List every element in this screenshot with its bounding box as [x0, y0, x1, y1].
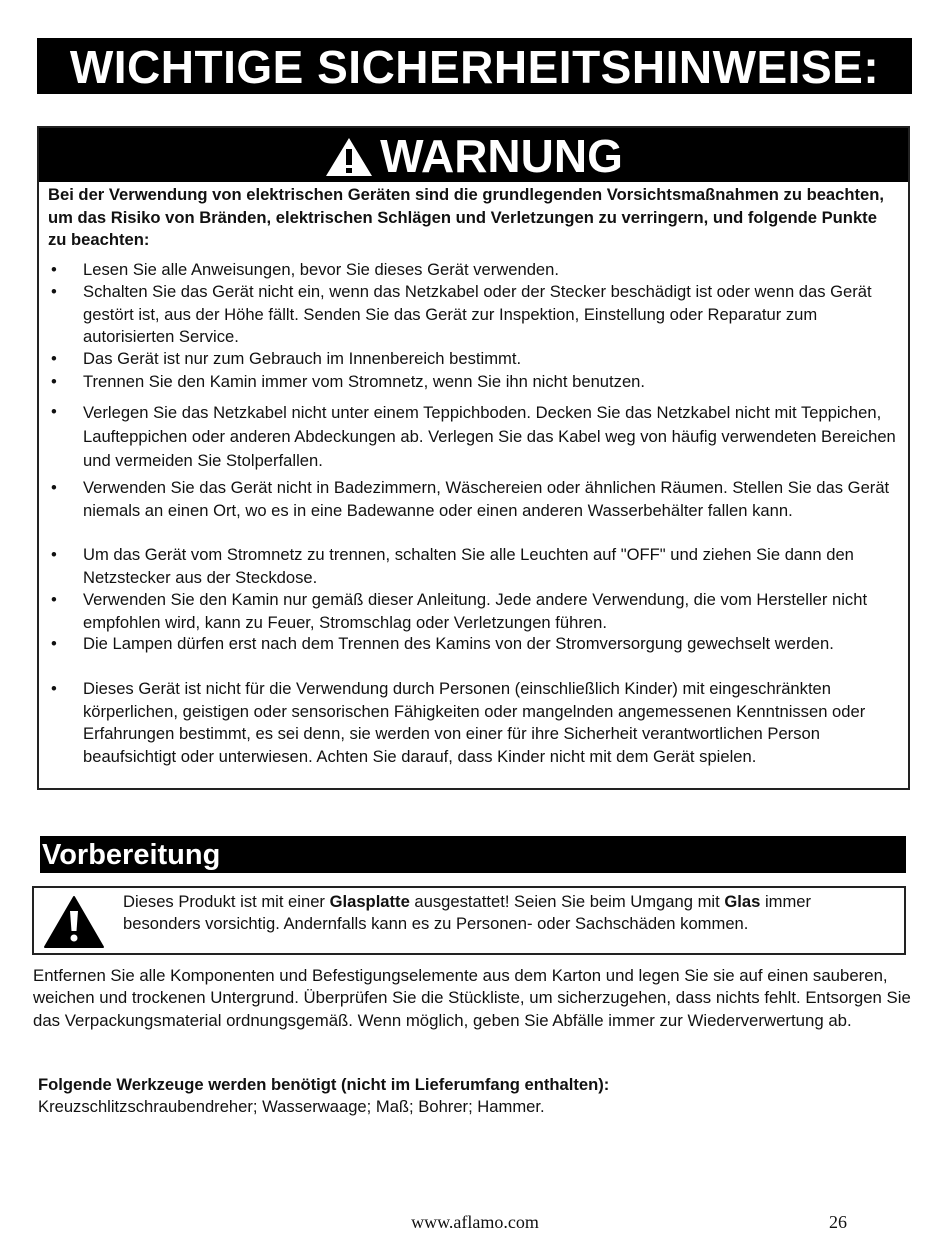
- list-item-text: Verwenden Sie das Gerät nicht in Badezimmern, Wäschereien oder ähnlichen Räumen. Stellen Sie das Gerät niemals an einen Ort, wo es in eine Badewanne oder einen anderen Wasserbehälter fallen kann.: [83, 478, 890, 520]
- note-text-part: ausgestattet! Seien Sie beim Umgang mit: [409, 892, 725, 911]
- note-text-part: immer besonders vorsichtig. Andernfalls kann es zu Personen- oder Sachschäden kommen.: [123, 892, 812, 933]
- warning-list: [39, 128, 908, 788]
- list-item-text: Verlegen Sie das Netzkabel nicht unter einem Teppichboden. Decken Sie das Netzkabel nicht mit Teppichen, Laufteppichen oder anderen Abdeckungen ab. Verlegen Sie das Kabel weg von häufig verwendeten Bereichen und vermeiden Sie Stolperfallen.: [83, 403, 896, 470]
- list-item-text: Die Lampen dürfen erst nach dem Trennen des Kamins von der Stromversorgung gewechselt werden.: [83, 634, 834, 653]
- page-number: 26: [829, 1212, 847, 1232]
- list-item-text: Dieses Gerät ist nicht für die Verwendung durch Personen (einschließlich Kinder) mit eingeschränkten körperlichen, geistigen oder sensorischen Fähigkeiten oder mangelnden angemessenen Kenntnissen oder Erfahrungen bestimmt, es sei denn, sie werden von einer für ihre Sicherheit verantwortlichen Person beaufsichtigt oder unterwiesen. Achten Sie darauf, dass Kinder nicht mit dem Gerät spielen.: [83, 679, 866, 766]
- bullet-icon: •: [51, 634, 57, 653]
- bullet-icon: •: [51, 590, 57, 609]
- warning-intro: Bei der Verwendung von elektrischen Geräten sind die grundlegenden Vorsichtsmaßnahmen zu beachten, um das Risiko von Bränden, elektrischen Schlägen und Verletzungen zu verringern, und folgende Punkte zu beachten:: [48, 185, 885, 249]
- note-bold-glas: Glas: [724, 892, 761, 911]
- tools-list: Kreuzschlitzschraubendreher; Wasserwaage; Maß; Bohrer; Hammer.: [38, 1097, 545, 1116]
- warning-heading: WARNUNG: [380, 130, 623, 182]
- note-bold-glasplatte: Glasplatte: [329, 892, 410, 911]
- bullet-icon: •: [51, 260, 57, 279]
- bullet-icon: •: [51, 372, 57, 391]
- bullet-icon: •: [51, 349, 57, 368]
- list-item-text: Um das Gerät vom Stromnetz zu trennen, schalten Sie alle Leuchten auf "OFF" und ziehen Sie dann den Netzstecker aus der Steckdose.: [83, 545, 854, 587]
- list-item-text: Verwenden Sie den Kamin nur gemäß dieser Anleitung. Jede andere Verwendung, die vom Hersteller nicht empfohlen wird, kann zu Feuer, Stromschlag oder Verletzungen führen.: [83, 590, 868, 632]
- bullet-icon: •: [51, 282, 57, 301]
- bullet-icon: •: [51, 402, 57, 421]
- glass-caution-note: [32, 886, 906, 955]
- page-title: WICHTIGE SICHERHEITSHINWEISE:: [37, 38, 912, 94]
- list-item-text: Lesen Sie alle Anweisungen, bevor Sie dieses Gerät verwenden.: [83, 260, 559, 279]
- warning-box: [37, 126, 910, 790]
- bullet-icon: •: [51, 679, 57, 698]
- preparation-paragraph: Entfernen Sie alle Komponenten und Befestigungselemente aus dem Karton und legen Sie sie auf einen sauberen, weichen und trockenen Untergrund. Überprüfen Sie die Stückliste, um sicherzugehen, dass nichts fehlt. Entsorgen Sie das Verpackungsmaterial ordnungsgemäß. Wenn möglich, geben Sie Abfälle immer zur Wiederverwertung ab.: [33, 966, 911, 1030]
- list-item-text: Schalten Sie das Gerät nicht ein, wenn das Netzkabel oder der Stecker beschädigt ist oder wenn das Gerät gestört ist, aus der Höhe fällt. Senden Sie das Gerät zur Inspektion, Einstellung oder Reparatur zum autorisierten Service.: [83, 282, 872, 346]
- bullet-icon: •: [51, 478, 57, 497]
- warning-triangle-icon: [42, 894, 106, 955]
- note-text: [123, 891, 893, 934]
- list-item-text: Trennen Sie den Kamin immer vom Stromnetz, wenn Sie ihn nicht benutzen.: [83, 372, 646, 391]
- list-item-text: Das Gerät ist nur zum Gebrauch im Innenbereich bestimmt.: [83, 349, 522, 368]
- footer-url: www.aflamo.com: [411, 1212, 539, 1232]
- note-text-part: Dieses Produkt ist mit einer: [123, 892, 330, 911]
- section-heading-vorbereitung: Vorbereitung: [40, 836, 906, 873]
- bullet-icon: •: [51, 545, 57, 564]
- tools-heading: Folgende Werkzeuge werden benötigt (nicht im Lieferumfang enthalten):: [38, 1075, 610, 1094]
